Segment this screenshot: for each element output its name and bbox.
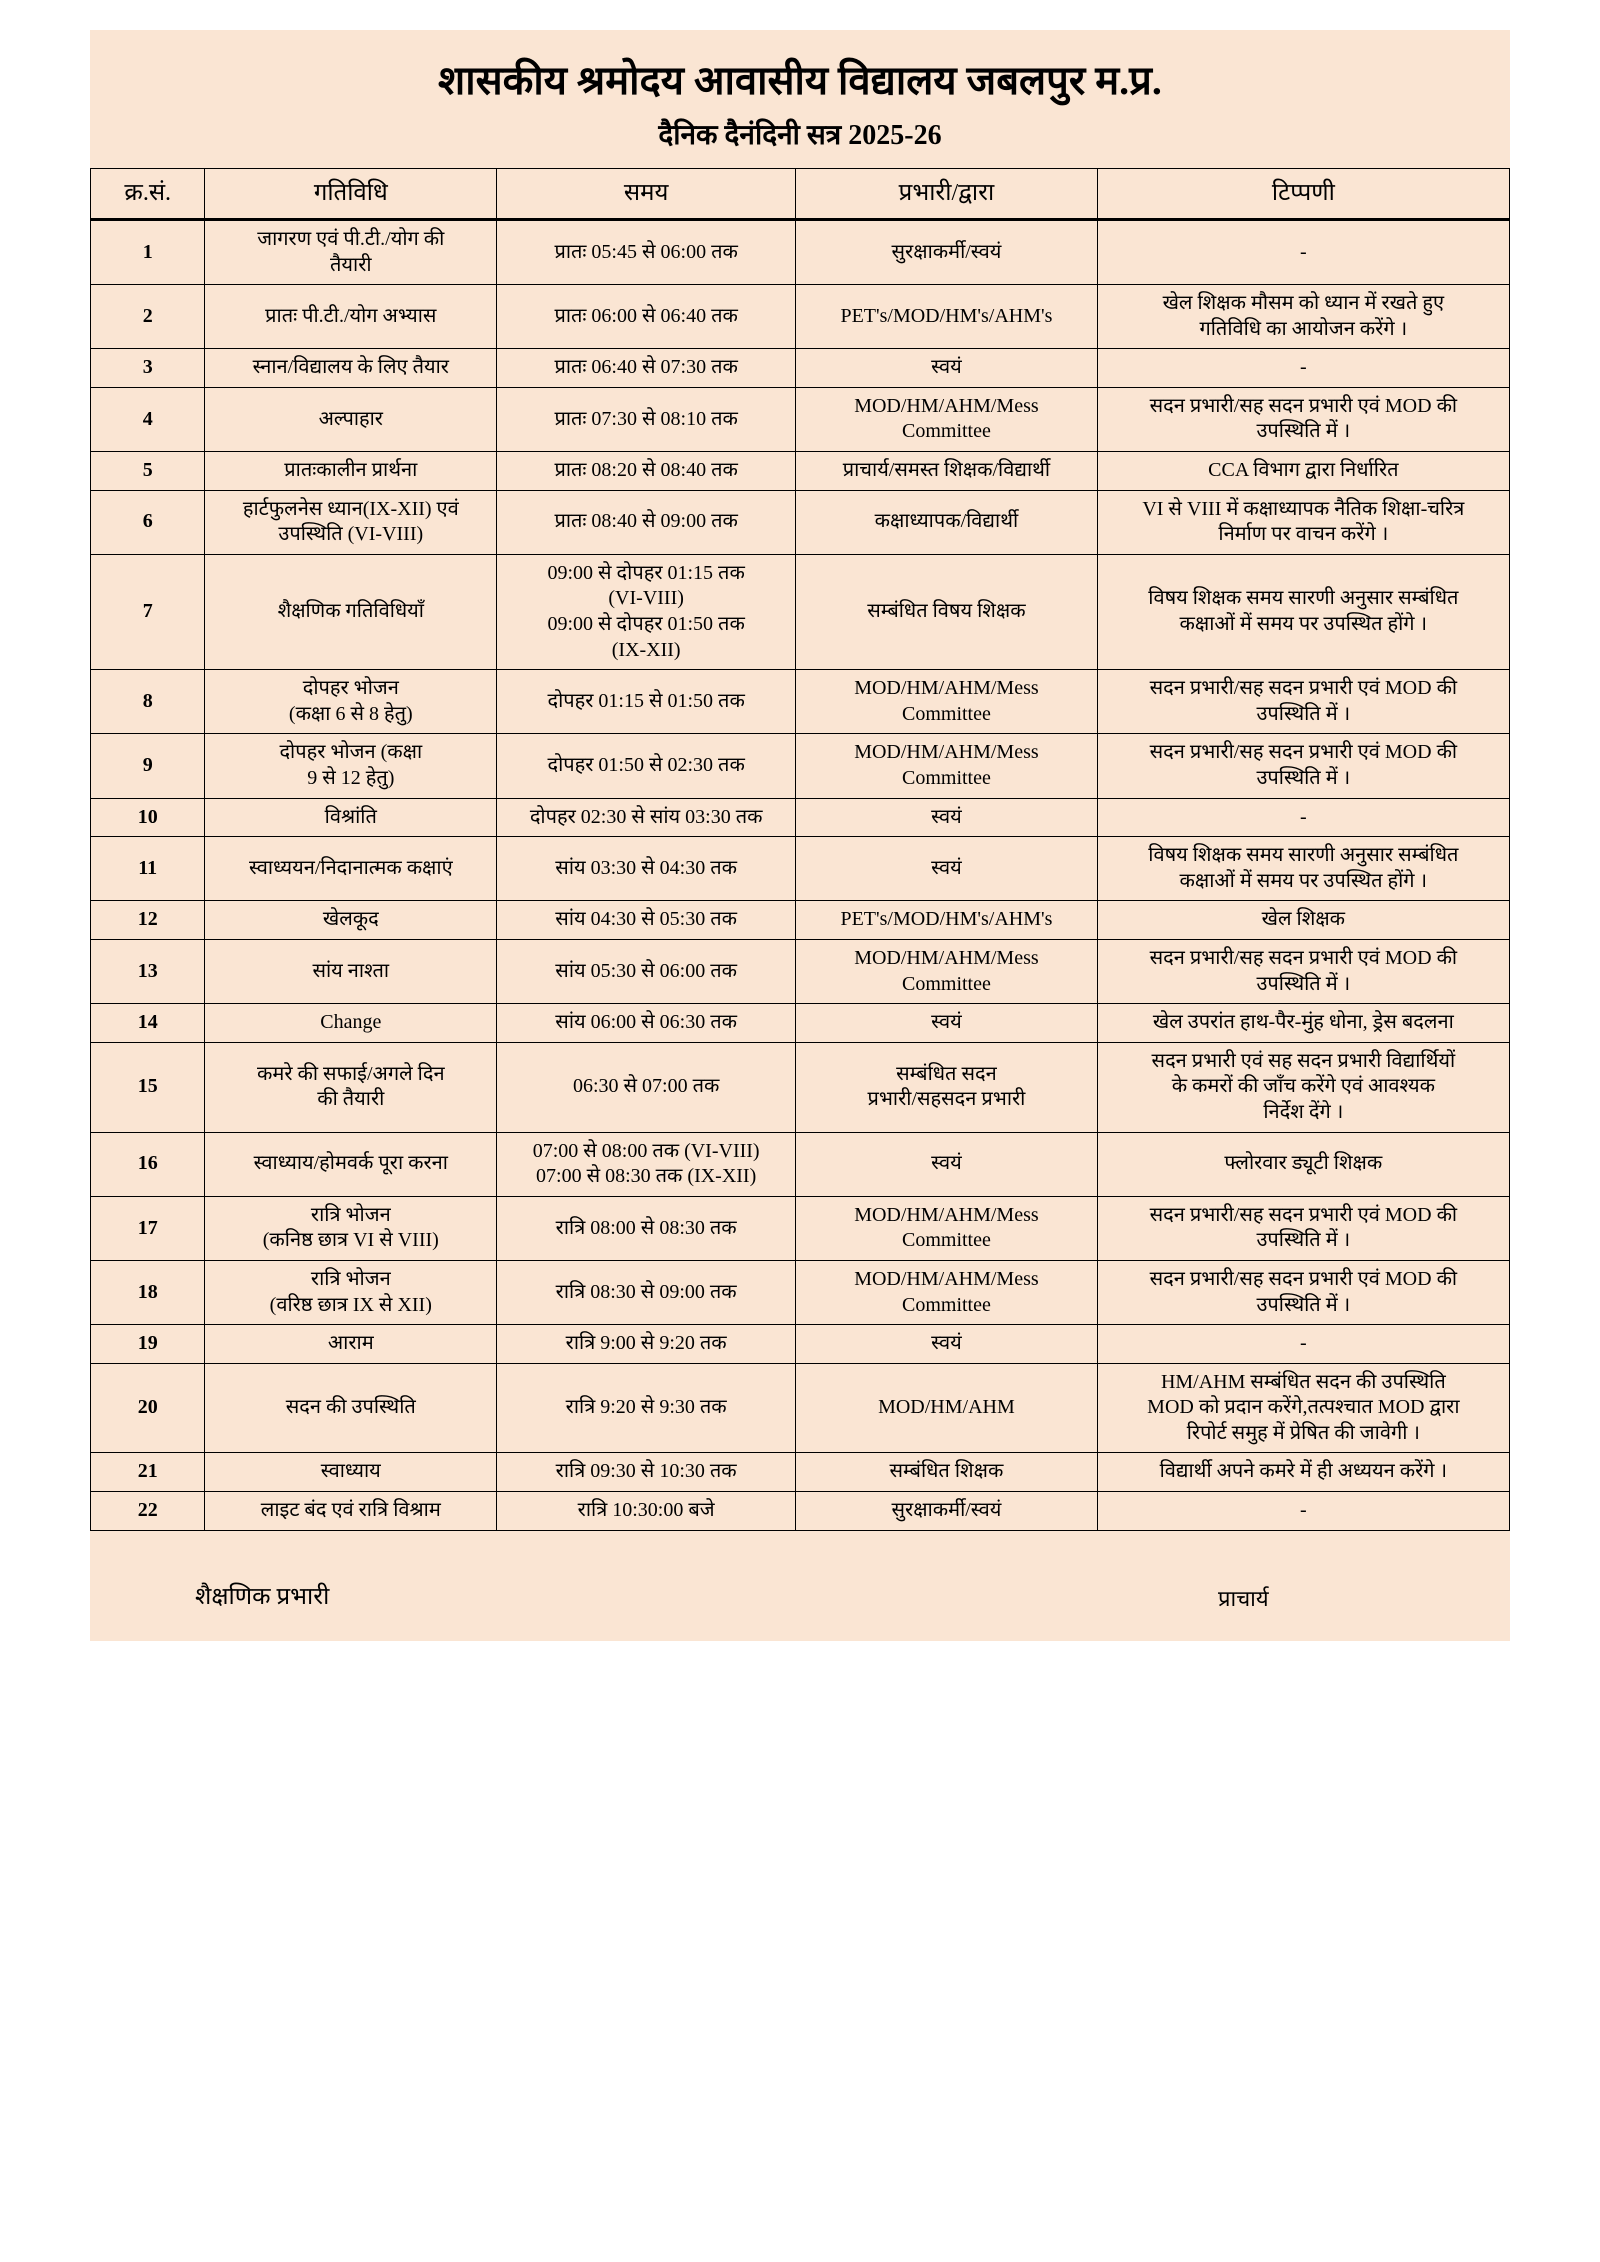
cell-time-line: सांय 06:00 से 06:30 तक bbox=[555, 1011, 737, 1034]
cell-incharge-line: स्वयं bbox=[931, 805, 962, 828]
signature-principal: प्राचार्य bbox=[1218, 1585, 1269, 1611]
cell-time-line: रात्रि 9:20 से 9:30 तक bbox=[565, 1396, 727, 1419]
cell-remark-line: विषय शिक्षक समय सारणी अनुसार सम्बंधित bbox=[1148, 844, 1459, 867]
table-row bbox=[91, 219, 1510, 284]
cell-remark-line: उपस्थिति में । bbox=[1256, 767, 1351, 789]
cell-activity bbox=[205, 554, 497, 669]
cell-activity-line: स्नान/विद्यालय के लिए तैयार bbox=[252, 356, 449, 379]
table-row bbox=[91, 1453, 1510, 1492]
cell-activity-line: विश्रांति bbox=[324, 805, 377, 828]
cell-time-line: प्रातः 08:40 से 09:00 तक bbox=[554, 510, 738, 533]
cell-remark-line: - bbox=[1300, 1332, 1307, 1355]
cell-incharge bbox=[796, 1492, 1098, 1531]
cell-remark bbox=[1097, 452, 1509, 491]
cell-time-line: 09:00 से दोपहर 01:15 तक bbox=[547, 561, 745, 584]
cell-activity bbox=[205, 670, 497, 734]
cell-remark-line: उपस्थिति में । bbox=[1256, 972, 1351, 995]
cell-incharge bbox=[796, 939, 1098, 1003]
cell-incharge-line: कक्षाध्यापक/विद्यार्थी bbox=[874, 510, 1019, 533]
cell-incharge-line: स्वयं bbox=[931, 356, 962, 379]
cell-remark-line: सदन प्रभारी एवं सह सदन प्रभारी विद्यार्थियों bbox=[1151, 1049, 1456, 1072]
cell-serial: 6 bbox=[91, 490, 205, 554]
table-row bbox=[91, 1042, 1510, 1132]
cell-incharge bbox=[796, 1363, 1098, 1453]
cell-time-line: दोपहर 01:15 से 01:50 तक bbox=[547, 690, 745, 713]
cell-remark-line: गतिविधि का आयोजन करेंगे । bbox=[1199, 317, 1408, 340]
cell-activity-line: खेलकूद bbox=[322, 908, 379, 931]
column-header-remark: टिप्पणी bbox=[1097, 169, 1509, 220]
cell-time bbox=[497, 554, 796, 669]
cell-activity-line: रात्रि भोजन bbox=[310, 1203, 391, 1226]
cell-time-line: (IX-XII) bbox=[611, 638, 681, 661]
cell-remark bbox=[1097, 1132, 1509, 1196]
cell-time-line: (VI-VIII) bbox=[608, 587, 684, 610]
cell-incharge bbox=[796, 1004, 1098, 1043]
cell-time-line: प्रातः 05:45 से 06:00 तक bbox=[554, 240, 738, 263]
cell-time-line: 07:00 से 08:00 तक (VI-VIII) bbox=[532, 1139, 760, 1162]
cell-time bbox=[497, 734, 796, 798]
cell-remark-line: - bbox=[1300, 240, 1307, 263]
cell-serial: 10 bbox=[91, 798, 205, 837]
page-subtitle: दैनिक दैनंदिनी सत्र 2025-26 bbox=[658, 120, 942, 151]
cell-incharge bbox=[796, 1196, 1098, 1260]
cell-remark-line: खेल शिक्षक मौसम को ध्यान में रखते हुए bbox=[1162, 292, 1445, 315]
cell-serial: 15 bbox=[91, 1042, 205, 1132]
cell-incharge-line: MOD/HM/AHM/Mess bbox=[854, 741, 1039, 764]
cell-activity-line: रात्रि भोजन bbox=[310, 1267, 391, 1290]
cell-activity bbox=[205, 939, 497, 1003]
cell-incharge bbox=[796, 490, 1098, 554]
cell-remark bbox=[1097, 490, 1509, 554]
table-row bbox=[91, 1132, 1510, 1196]
signature-footer bbox=[90, 1531, 1510, 1641]
cell-time-line: प्रातः 08:20 से 08:40 तक bbox=[554, 459, 738, 482]
cell-serial: 7 bbox=[91, 554, 205, 669]
cell-time-line: सांय 05:30 से 06:00 तक bbox=[555, 959, 737, 982]
table-row bbox=[91, 452, 1510, 491]
cell-time bbox=[497, 1363, 796, 1453]
cell-remark-line: - bbox=[1300, 356, 1307, 379]
cell-serial: 2 bbox=[91, 285, 205, 349]
cell-incharge-line: स्वयं bbox=[931, 1332, 962, 1355]
cell-remark-line: कक्षाओं में समय पर उपस्थित होंगे । bbox=[1179, 613, 1428, 636]
cell-serial: 13 bbox=[91, 939, 205, 1003]
cell-activity bbox=[205, 285, 497, 349]
cell-activity-line: सांय नाश्ता bbox=[312, 959, 390, 982]
cell-activity-line: दोपहर भोजन bbox=[302, 677, 399, 700]
cell-remark-line: उपस्थिति में । bbox=[1256, 1293, 1351, 1316]
cell-incharge-line: सम्बंधित विषय शिक्षक bbox=[867, 600, 1026, 623]
cell-remark bbox=[1097, 734, 1509, 798]
cell-remark bbox=[1097, 349, 1509, 388]
cell-remark bbox=[1097, 1004, 1509, 1043]
cell-incharge-line: स्वयं bbox=[931, 856, 962, 879]
cell-remark bbox=[1097, 1453, 1509, 1492]
cell-remark-line: सदन प्रभारी/सह सदन प्रभारी एवं MOD की bbox=[1149, 946, 1458, 969]
table-row bbox=[91, 837, 1510, 901]
cell-remark bbox=[1097, 387, 1509, 451]
cell-activity-line: हार्टफुलनेस ध्यान(IX-XII) एवं bbox=[242, 497, 459, 520]
cell-remark-line: सदन प्रभारी/सह सदन प्रभारी एवं MOD की bbox=[1149, 677, 1458, 700]
cell-time bbox=[497, 387, 796, 451]
column-header-serial: क्र.सं. bbox=[91, 169, 205, 220]
daily-schedule-table bbox=[90, 168, 1510, 1530]
cell-remark-line: सदन प्रभारी/सह सदन प्रभारी एवं MOD की bbox=[1149, 1203, 1458, 1226]
cell-incharge-line: सम्बंधित सदन bbox=[896, 1062, 997, 1085]
cell-remark bbox=[1097, 554, 1509, 669]
cell-time bbox=[497, 285, 796, 349]
cell-activity bbox=[205, 1453, 497, 1492]
cell-activity bbox=[205, 734, 497, 798]
cell-incharge bbox=[796, 387, 1098, 451]
cell-time bbox=[497, 490, 796, 554]
cell-activity-line: अल्पाहार bbox=[318, 407, 383, 430]
table-header-row bbox=[91, 169, 1510, 220]
cell-activity-line: दोपहर भोजन (कक्षा bbox=[279, 741, 423, 764]
cell-remark-line: VI से VIII में कक्षाध्यापक नैतिक शिक्षा-चरित्र bbox=[1142, 497, 1465, 520]
cell-activity bbox=[205, 387, 497, 451]
table-row bbox=[91, 1004, 1510, 1043]
table-row bbox=[91, 1325, 1510, 1364]
cell-time bbox=[497, 939, 796, 1003]
cell-time-line: रात्रि 9:00 से 9:20 तक bbox=[565, 1332, 727, 1355]
cell-activity-line: जागरण एवं पी.टी./योग की bbox=[257, 227, 445, 250]
table-row bbox=[91, 349, 1510, 388]
cell-activity bbox=[205, 219, 497, 284]
cell-serial: 14 bbox=[91, 1004, 205, 1043]
cell-incharge bbox=[796, 554, 1098, 669]
cell-incharge-line: Committee bbox=[901, 420, 991, 443]
cell-incharge-line: MOD/HM/AHM/Mess bbox=[854, 394, 1039, 417]
cell-incharge bbox=[796, 219, 1098, 284]
cell-remark bbox=[1097, 1325, 1509, 1364]
table-row bbox=[91, 734, 1510, 798]
cell-incharge bbox=[796, 349, 1098, 388]
cell-activity bbox=[205, 490, 497, 554]
cell-time bbox=[497, 901, 796, 940]
cell-time-line: 06:30 से 07:00 तक bbox=[572, 1075, 720, 1098]
cell-activity-line: स्वाध्याय/होमवर्क पूरा करना bbox=[253, 1152, 448, 1175]
cell-time-line: प्रातः 06:00 से 06:40 तक bbox=[554, 304, 738, 327]
cell-incharge bbox=[796, 1042, 1098, 1132]
cell-incharge-line: MOD/HM/AHM/Mess bbox=[854, 946, 1039, 969]
cell-activity bbox=[205, 452, 497, 491]
cell-remark bbox=[1097, 670, 1509, 734]
cell-activity bbox=[205, 1492, 497, 1531]
cell-activity-line: आराम bbox=[327, 1332, 374, 1355]
cell-time-line: प्रातः 07:30 से 08:10 तक bbox=[554, 407, 738, 430]
cell-remark-line: विषय शिक्षक समय सारणी अनुसार सम्बंधित bbox=[1148, 587, 1459, 610]
cell-incharge bbox=[796, 1132, 1098, 1196]
cell-activity-line: लाइट बंद एवं रात्रि विश्राम bbox=[260, 1499, 441, 1522]
column-header-incharge: प्रभारी/द्वारा bbox=[796, 169, 1098, 220]
cell-incharge-line: सम्बंधित शिक्षक bbox=[889, 1460, 1004, 1483]
cell-time-line: रात्रि 08:00 से 08:30 तक bbox=[555, 1216, 737, 1239]
cell-incharge-line: सुरक्षाकर्मी/स्वयं bbox=[891, 1499, 1002, 1522]
cell-serial: 16 bbox=[91, 1132, 205, 1196]
cell-remark bbox=[1097, 939, 1509, 1003]
table-body bbox=[91, 219, 1510, 1530]
cell-time-line: रात्रि 08:30 से 09:00 तक bbox=[555, 1280, 737, 1303]
cell-remark-line: रिपोर्ट समुह में प्रेषित की जावेगी । bbox=[1186, 1421, 1420, 1444]
cell-activity-line: तैयारी bbox=[330, 253, 372, 276]
cell-activity-line: (कनिष्ठ छात्र VI से VIII) bbox=[262, 1229, 439, 1252]
cell-activity-line: सदन की उपस्थिति bbox=[285, 1396, 416, 1419]
cell-remark bbox=[1097, 285, 1509, 349]
table-row bbox=[91, 387, 1510, 451]
cell-remark-line: सदन प्रभारी/सह सदन प्रभारी एवं MOD की bbox=[1149, 394, 1458, 417]
cell-activity-line: 9 से 12 हेतु) bbox=[307, 767, 395, 789]
cell-incharge-line: MOD/HM/AHM/Mess bbox=[854, 677, 1039, 700]
cell-activity-line: स्वाध्याय bbox=[320, 1460, 381, 1483]
cell-activity bbox=[205, 1363, 497, 1453]
cell-incharge-line: प्रभारी/सहसदन प्रभारी bbox=[867, 1088, 1026, 1111]
cell-remark bbox=[1097, 1196, 1509, 1260]
cell-remark bbox=[1097, 1363, 1509, 1453]
cell-incharge-line: PET's/MOD/HM's/AHM's bbox=[840, 304, 1053, 327]
cell-incharge-line: MOD/HM/AHM/Mess bbox=[854, 1203, 1039, 1226]
cell-time bbox=[497, 1453, 796, 1492]
cell-time-line: रात्रि 10:30:00 बजे bbox=[577, 1499, 715, 1522]
cell-incharge bbox=[796, 670, 1098, 734]
table-row bbox=[91, 901, 1510, 940]
cell-time-line: सांय 04:30 से 05:30 तक bbox=[555, 908, 737, 931]
cell-activity bbox=[205, 1042, 497, 1132]
cell-incharge-line: MOD/HM/AHM bbox=[878, 1396, 1015, 1419]
cell-activity bbox=[205, 901, 497, 940]
table-row bbox=[91, 1260, 1510, 1324]
cell-time bbox=[497, 1260, 796, 1324]
cell-activity-line: उपस्थिति (VI-VIII) bbox=[278, 523, 424, 546]
cell-serial: 20 bbox=[91, 1363, 205, 1453]
table-row bbox=[91, 1492, 1510, 1531]
cell-time bbox=[497, 1132, 796, 1196]
cell-remark bbox=[1097, 219, 1509, 284]
cell-time-line: 07:00 से 08:30 तक (IX-XII) bbox=[536, 1165, 757, 1188]
table-row bbox=[91, 1196, 1510, 1260]
cell-incharge-line: Committee bbox=[901, 767, 991, 789]
table-row bbox=[91, 939, 1510, 1003]
cell-incharge-line: स्वयं bbox=[931, 1011, 962, 1034]
cell-remark bbox=[1097, 1042, 1509, 1132]
cell-remark-line: खेल उपरांत हाथ-पैर-मुंह धोना, ड्रेस बदलना bbox=[1152, 1011, 1454, 1034]
cell-remark bbox=[1097, 1492, 1509, 1531]
cell-time bbox=[497, 670, 796, 734]
cell-activity bbox=[205, 1004, 497, 1043]
cell-serial: 1 bbox=[91, 219, 205, 284]
cell-activity bbox=[205, 798, 497, 837]
cell-remark bbox=[1097, 901, 1509, 940]
cell-incharge bbox=[796, 1260, 1098, 1324]
cell-incharge bbox=[796, 1325, 1098, 1364]
cell-incharge bbox=[796, 798, 1098, 837]
signature-academic-incharge: शैक्षणिक प्रभारी bbox=[195, 1583, 330, 1610]
cell-remark bbox=[1097, 1260, 1509, 1324]
cell-remark-line: विद्यार्थी अपने कमरे में ही अध्ययन करेंगे । bbox=[1159, 1460, 1448, 1483]
cell-remark-line: - bbox=[1300, 805, 1307, 828]
cell-time bbox=[497, 837, 796, 901]
cell-time bbox=[497, 452, 796, 491]
cell-incharge-line: Committee bbox=[901, 1229, 991, 1252]
cell-incharge bbox=[796, 734, 1098, 798]
cell-incharge-line: Committee bbox=[901, 1293, 991, 1316]
document-sheet bbox=[90, 30, 1510, 1641]
cell-activity-line: स्वाध्ययन/निदानात्मक कक्षाएं bbox=[248, 856, 453, 879]
cell-incharge bbox=[796, 1453, 1098, 1492]
cell-time bbox=[497, 349, 796, 388]
cell-time-line: सांय 03:30 से 04:30 तक bbox=[555, 856, 737, 879]
cell-remark-line: फ्लोरवार ड्यूटी शिक्षक bbox=[1224, 1152, 1383, 1175]
cell-time bbox=[497, 1325, 796, 1364]
cell-serial: 22 bbox=[91, 1492, 205, 1531]
cell-serial: 11 bbox=[91, 837, 205, 901]
cell-incharge-line: PET's/MOD/HM's/AHM's bbox=[840, 908, 1053, 931]
cell-remark-line: उपस्थिति में । bbox=[1256, 1229, 1351, 1252]
cell-serial: 9 bbox=[91, 734, 205, 798]
cell-activity-line: (कक्षा 6 से 8 हेतु) bbox=[288, 702, 413, 725]
cell-time-line: प्रातः 06:40 से 07:30 तक bbox=[554, 356, 738, 379]
cell-serial: 4 bbox=[91, 387, 205, 451]
cell-activity bbox=[205, 349, 497, 388]
cell-serial: 5 bbox=[91, 452, 205, 491]
cell-incharge-line: Committee bbox=[901, 972, 991, 995]
cell-incharge-line: प्राचार्य/समस्त शिक्षक/विद्यार्थी bbox=[842, 459, 1051, 482]
cell-serial: 17 bbox=[91, 1196, 205, 1260]
cell-activity-line: (वरिष्ठ छात्र IX से XII) bbox=[269, 1293, 432, 1316]
cell-remark-line: CCA विभाग द्वारा निर्धारित bbox=[1208, 459, 1399, 482]
cell-incharge-line: Committee bbox=[901, 702, 991, 725]
cell-incharge bbox=[796, 901, 1098, 940]
column-header-time: समय bbox=[497, 169, 796, 220]
table-row bbox=[91, 490, 1510, 554]
cell-remark-line: - bbox=[1300, 1499, 1307, 1522]
cell-serial: 8 bbox=[91, 670, 205, 734]
cell-activity bbox=[205, 1196, 497, 1260]
cell-remark-line: सदन प्रभारी/सह सदन प्रभारी एवं MOD की bbox=[1149, 741, 1458, 764]
table-row bbox=[91, 798, 1510, 837]
cell-remark bbox=[1097, 837, 1509, 901]
cell-incharge-line: MOD/HM/AHM/Mess bbox=[854, 1267, 1039, 1290]
cell-serial: 3 bbox=[91, 349, 205, 388]
cell-activity-line: प्रातःकालीन प्रार्थना bbox=[284, 459, 418, 482]
cell-activity-line: प्रातः पी.टी./योग अभ्यास bbox=[265, 304, 437, 327]
cell-remark-line: MOD को प्रदान करेंगे,तत्पश्चात MOD द्वारा bbox=[1147, 1396, 1460, 1419]
cell-activity bbox=[205, 1132, 497, 1196]
cell-remark-line: सदन प्रभारी/सह सदन प्रभारी एवं MOD की bbox=[1149, 1267, 1458, 1290]
cell-incharge bbox=[796, 452, 1098, 491]
cell-serial: 21 bbox=[91, 1453, 205, 1492]
cell-activity bbox=[205, 837, 497, 901]
cell-time bbox=[497, 219, 796, 284]
cell-remark-line: कक्षाओं में समय पर उपस्थित होंगे । bbox=[1179, 869, 1428, 892]
cell-time bbox=[497, 1004, 796, 1043]
cell-time bbox=[497, 1196, 796, 1260]
cell-activity bbox=[205, 1260, 497, 1324]
cell-time-line: दोपहर 01:50 से 02:30 तक bbox=[547, 754, 745, 777]
column-header-activity: गतिविधि bbox=[205, 169, 497, 220]
cell-remark-line: HM/AHM सम्बंधित सदन की उपस्थिति bbox=[1160, 1370, 1446, 1393]
cell-time-line: दोपहर 02:30 से सांय 03:30 तक bbox=[529, 805, 763, 828]
cell-incharge bbox=[796, 837, 1098, 901]
cell-remark-line: उपस्थिति में । bbox=[1256, 702, 1351, 725]
cell-activity-line: की तैयारी bbox=[317, 1088, 385, 1111]
cell-serial: 19 bbox=[91, 1325, 205, 1364]
cell-time bbox=[497, 798, 796, 837]
cell-serial: 18 bbox=[91, 1260, 205, 1324]
cell-incharge-line: स्वयं bbox=[931, 1152, 962, 1175]
cell-activity-line: शैक्षणिक गतिविधियाँ bbox=[277, 600, 424, 623]
cell-time-line: 09:00 से दोपहर 01:50 तक bbox=[547, 613, 745, 636]
cell-serial: 12 bbox=[91, 901, 205, 940]
cell-time bbox=[497, 1492, 796, 1531]
cell-remark-line: निर्देश देंगे । bbox=[1263, 1100, 1344, 1123]
cell-activity-line: कमरे की सफाई/अगले दिन bbox=[257, 1062, 445, 1085]
cell-remark-line: निर्माण पर वाचन करेंगे । bbox=[1218, 523, 1389, 546]
cell-activity bbox=[205, 1325, 497, 1364]
cell-time bbox=[497, 1042, 796, 1132]
table-header bbox=[91, 169, 1510, 220]
cell-time-line: रात्रि 09:30 से 10:30 तक bbox=[555, 1460, 737, 1483]
cell-incharge-line: सुरक्षाकर्मी/स्वयं bbox=[891, 240, 1002, 263]
table-row bbox=[91, 670, 1510, 734]
cell-remark-line: उपस्थिति में । bbox=[1256, 420, 1351, 443]
cell-incharge bbox=[796, 285, 1098, 349]
table-row bbox=[91, 285, 1510, 349]
table-row bbox=[91, 554, 1510, 669]
cell-remark-line: खेल शिक्षक bbox=[1261, 908, 1346, 931]
page-title: शासकीय श्रमोदय आवासीय विद्यालय जबलपुर म.प्र. bbox=[438, 58, 1162, 103]
cell-activity-line: Change bbox=[320, 1011, 382, 1034]
cell-remark bbox=[1097, 798, 1509, 837]
table-row bbox=[91, 1363, 1510, 1453]
cell-remark-line: के कमरों की जाँच करेंगे एवं आवश्यक bbox=[1171, 1075, 1435, 1098]
